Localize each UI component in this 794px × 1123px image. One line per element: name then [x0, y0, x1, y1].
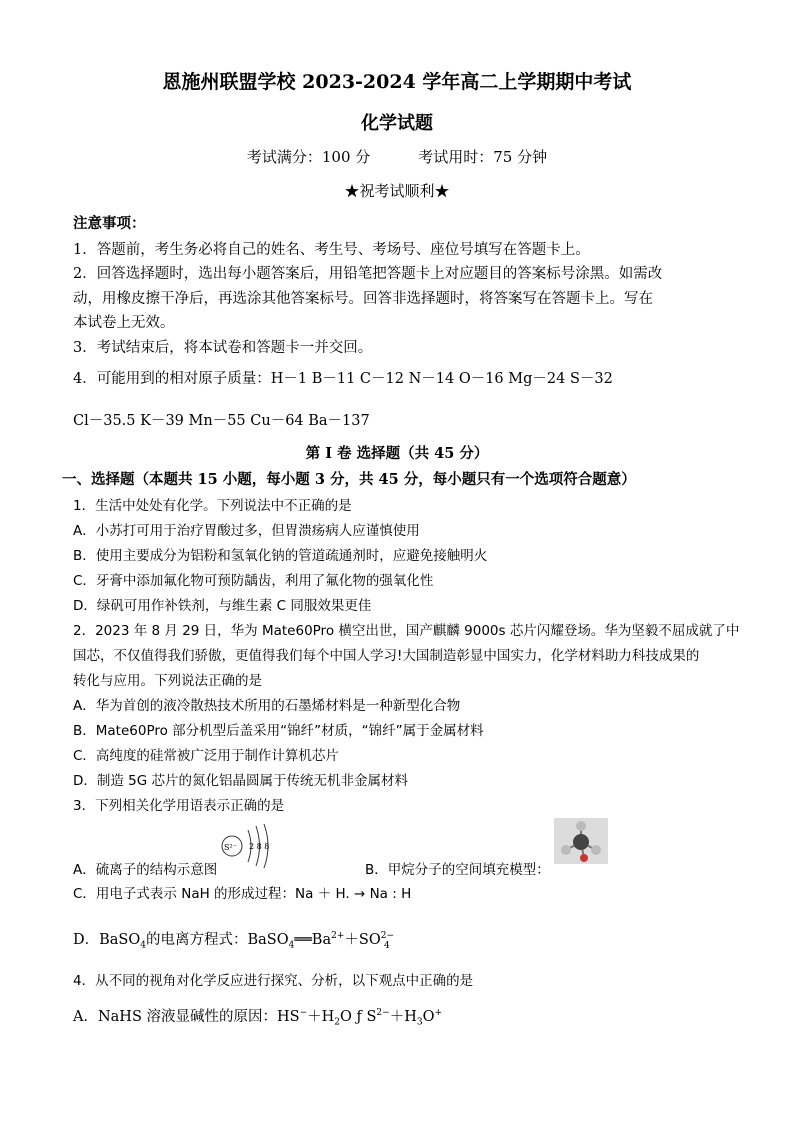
q1-option-b: B．使用主要成分为铝粉和氢氧化钠的管道疏通剂时，应避免接触明火: [73, 548, 488, 564]
q4-stem: 4．从不同的视角对化学反应进行探究、分析，以下观点中正确的是: [73, 973, 474, 989]
hydrogen-atom-4: [580, 854, 588, 862]
ion-label: S²⁻: [224, 843, 237, 852]
notice-item-3: 3．考试结束后，将本试卷和答题卡一并交回。: [73, 340, 373, 356]
q1-option-c: C．牙膏中添加氟化物可预防龋齿，利用了氟化物的强氧化性: [73, 573, 434, 589]
notice-item-2-line-2: 动，用橡皮擦干净后，再选涂其他答案标号。回答非选择题时，将答案写在答题卡上。写在: [73, 291, 653, 307]
q4-option-a: A．NaHS 溶液显碱性的原因：$HS^-+H_2O$ ƒ $S^{2-}+H_3O^+$: [73, 1008, 443, 1028]
q2-option-b: B．Mate60Pro 部分机型后盖采用“锦纤”材质，“锦纤”属于金属材料: [73, 723, 484, 739]
q2-stem-line-1: 2．2023 年 8 月 29 日，华为 Mate60Pro 横空出世，国产麒麟 9000s 芯片闪耀登场。华为坚毅不屈成就了中: [73, 623, 740, 639]
q2-option-a: A．华为首创的液冷散热技术所用的石墨烯材料是一种新型化合物: [73, 698, 461, 714]
q2-stem-line-3: 转化与应用。下列说法正确的是: [73, 673, 262, 689]
carbon-atom: [573, 834, 589, 850]
q3-option-d: D．BaSO$_4$的电离方程式：$BaSO_4══Ba^{2+}+SO^{2-}_4$: [73, 931, 394, 951]
sulfide-ion-structure-diagram: [218, 822, 280, 868]
notice-item-1: 1．答题前，考生务必将自己的姓名、考生号、考场号、座位号填写在答题卡上。: [73, 242, 590, 258]
notice-item-4-line-2: Cl－35.5 K－39 Mn－55 Cu－64 Ba－137: [73, 413, 370, 429]
full-score: 考试满分：100 分: [246, 148, 371, 166]
section-title: 第 I 卷 选择题（共 45 分）: [305, 445, 489, 462]
shell-electron-counts: 2 8 8: [249, 842, 270, 851]
q2-option-d: D．制造 5G 芯片的氮化铝晶圆属于传统无机非金属材料: [73, 773, 409, 789]
exam-meta: [0, 147, 794, 167]
hydrogen-atom-3: [591, 845, 601, 855]
q3-option-a: A．硫离子的结构示意图: [73, 862, 218, 878]
q1-option-d: D．绿矾可用作补铁剂，与维生素 C 同服效果更佳: [73, 598, 372, 614]
q3-stem: 3．下列相关化学用语表示正确的是: [73, 798, 285, 814]
notice-item-2-line-3: 本试卷上无效。: [73, 315, 175, 331]
q3-option-c: C．用电子式表示 NaH 的形成过程：Na ＋ H. → Na : H: [73, 886, 412, 902]
q1-stem: 1．生活中处处有化学。下列说法中不正确的是: [73, 498, 352, 514]
q2-stem-line-2: 国芯，不仅值得我们骄傲，更值得我们每个中国人学习!大国制造彰显中国实力，化学材料助力科技成果的: [73, 648, 700, 664]
subject-title: 化学试题: [361, 113, 433, 134]
hydrogen-atom-2: [561, 845, 571, 855]
notice-item-2-line-1: 2．回答选择题时，选出每小题答案后，用铅笔把答题卡上对应题目的答案标号涂黑。如需改: [73, 266, 663, 282]
exam-duration: 考试用时：75 分钟: [418, 148, 548, 166]
methane-space-filling-model: [554, 818, 608, 864]
good-luck: ★祝考试顺利★: [344, 182, 450, 200]
q1-option-a: A．小苏打可用于治疗胃酸过多，但胃溃疡病人应谨慎使用: [73, 523, 420, 539]
hydrogen-atom-1: [576, 821, 586, 831]
exam-title: 恩施州联盟学校 2023-2024 学年高二上学期期中考试: [162, 71, 632, 93]
q3-option-b: B．甲烷分子的空间填充模型：: [365, 862, 550, 878]
q2-option-c: C．高纯度的硅常被广泛用于制作计算机芯片: [73, 748, 339, 764]
notice-heading: 注意事项：: [73, 215, 146, 232]
part-one-heading: 一、选择题（本题共 15 小题，每小题 3 分，共 45 分，每小题只有一个选项符合题意）: [62, 471, 636, 488]
notice-item-4-line-1: 4．可能用到的相对原子质量：H－1 B－11 C－12 N－14 O－16 Mg－24 S－32: [73, 371, 613, 387]
